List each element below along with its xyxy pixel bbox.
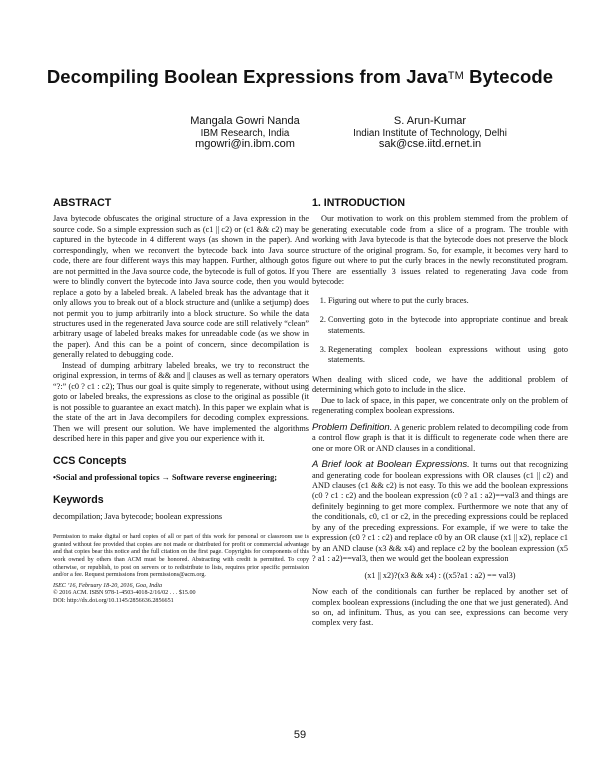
intro-paragraph-2: When dealing with sliced code, we have the additional problem of determining which goto to include in the slice. <box>312 374 568 395</box>
author-name: S. Arun-Kumar <box>393 115 467 127</box>
author-1 <box>155 116 335 151</box>
issue-list <box>312 296 568 366</box>
author-name: Mangala Gowri Nanda <box>190 115 300 127</box>
keywords-text: decompilation; Java bytecode; boolean expressions <box>53 511 223 521</box>
permission-notice: Permission to make digital or hard copies of all or part of this work for personal or classroom use is granted without fee provided that copies are not made or distributed for profit or commercial advantage and that copies bear this notice and the full citation on the first page. Copyrights for components of this work owned by others than ACM must be honored. Abstracting with credit is permitted. To copy otherwise, or republish, to post on servers or to redistribute to lists, requires prior specific permission and/or a fee. Request permissions from permissions@acm.org. <box>53 534 309 579</box>
copyright-info: © 2016 ACM. ISBN 978-1-4503-4018-2/16/02 . . . $15.00 <box>53 590 196 597</box>
author-2 <box>340 116 520 151</box>
equation: (x1 || x2)?(x3 && x4) : ((x5?a1 : a2) == val3) <box>364 570 516 580</box>
intro-heading: 1. INTRODUCTION <box>312 197 405 209</box>
author-affiliation: IBM Research, India <box>200 127 290 139</box>
author-email: mgowri@in.ibm.com <box>195 138 295 150</box>
conference-info: ISEC ’16, February 18-20, 2016, Goa, India <box>53 582 162 589</box>
boolean-expressions-heading: A Brief look at Boolean Expressions. <box>312 459 470 471</box>
abstract-paragraph-1: Java bytecode obfuscates the original structure of a Java expression in the source code. So a simple expression such as (c1 || c2) or (c1 && c2) may be captured in the bytecode in 4 different ways (as shown in the paper). And correspondingly, when we reconvert the bytecode back into Java source code, there are four different ways this may happen. Further, although gotos are not permitted in the Java source code, the bytecode is full of gotos. If you were to blindly convert the bytecode into Java source code, then you would replace a goto by a labeled break. A labeled break has the advantage that it only allows you to break out of a block structure and (unlike a setjump) does not permit you to jump arbitrarily into a block structure. So while the data structures used in the regenerated Java source code are still relatively “clean” arbitrary usage of labeled breaks makes for unreadable code (as we show in the paper). And this can be a point of concern, since decompilation is generally related to debugging code. <box>53 214 309 360</box>
paper-title: Decompiling Boolean Expressions from Java™ Bytecode <box>46 66 554 87</box>
ccs-text: •Social and professional topics → Software reverse engineering; <box>53 472 278 482</box>
list-item: 3. Regenerating complex boolean expressions without using goto statements. <box>328 345 568 366</box>
keywords-heading: Keywords <box>53 494 104 507</box>
ccs-heading: CCS Concepts <box>53 455 127 468</box>
abstract-paragraph-2: Instead of dumping arbitrary labeled breaks, we try to reconstruct the original expression, in terms of && and || clauses as well as ternary operators “?:” (c0 ? c1 : c2); Thus our goal is quite simply to regenerate, without using goto or labeled breaks, the expressions as close to the original as possible (it is not possible to guarantee an exact match). In this paper we explain what is the state of the art in Java decompilers for decoding complex expressions. Then we will present our solution. We have implemented the algorithms described here in this paper and give you our experience with it. <box>53 360 309 443</box>
doi-info: DOI: http://dx.doi.org/10.1145/2856636.2856651 <box>53 597 174 604</box>
intro-paragraph-3: Due to lack of space, in this paper, we concentrate only on the problem of regenerating complex boolean expressions. <box>312 395 568 416</box>
list-item: 1. Figuring out where to put the curly braces. <box>328 296 568 306</box>
author-email: sak@cse.iitd.ernet.in <box>378 138 482 150</box>
abstract-heading: ABSTRACT <box>53 197 112 209</box>
author-affiliation: Indian Institute of Technology, Delhi <box>353 127 507 139</box>
intro-paragraph-1: Our motivation to work on this problem stemmed from the problem of generating executable code from a slice of a program. The trouble with working with Java bytecode is that the bytecode does not preserve the block structure of the original program. So, for example, it becomes very hard to figure out where to put the curly braces in the newly reconstituted program. There are essentially 3 issues related to regenerating Java code from bytecode: <box>312 214 568 287</box>
list-item: 2. Converting goto in the bytecode into appropriate continue and break statements. <box>328 315 568 336</box>
problem-definition: Problem Definition. A generic problem related to decompiling code from a control flow graph is that it is difficult to regenerate code when there are one or more OR or AND clauses in a conditional. <box>312 421 568 453</box>
right-column <box>312 198 568 629</box>
boolean-expressions-paragraph: A Brief look at Boolean Expressions. It turns out that recognizing and generating code for boolean expressions with OR clauses (c1 || c2) and AND clauses (c1 && c2) is not easy. To this we add the boolean expressions (c0 ? c1 : c2) and the boolean expression (c0 ? a1 : a2)==val3 and things are definitely beginning to get more complex. Furthermore we note that any of the conditionals, c0, c1 or c2, in the preceding expressions could be replaced by any of the preceding expressions. For example, if we were to take the expression (c0 ? c1 : c2) and replace c0 by an OR clause (x1 || x2), replace c1 by an AND clause (x3 && x4) and replace c2 by the boolean expression (x5 ? a1 : a2)==val3, then we would get the boolean expression <box>312 459 568 564</box>
left-column <box>53 198 309 606</box>
page-number: 59 <box>293 729 307 741</box>
intro-paragraph-4: Now each of the conditionals can further be replaced by another set of complex boolean expressions (including the one that we just generated). And so on, ad infinitum. Thus, as you can see, expressions can become very complex very fast. <box>312 587 568 628</box>
problem-definition-heading: Problem Definition. <box>312 421 393 433</box>
